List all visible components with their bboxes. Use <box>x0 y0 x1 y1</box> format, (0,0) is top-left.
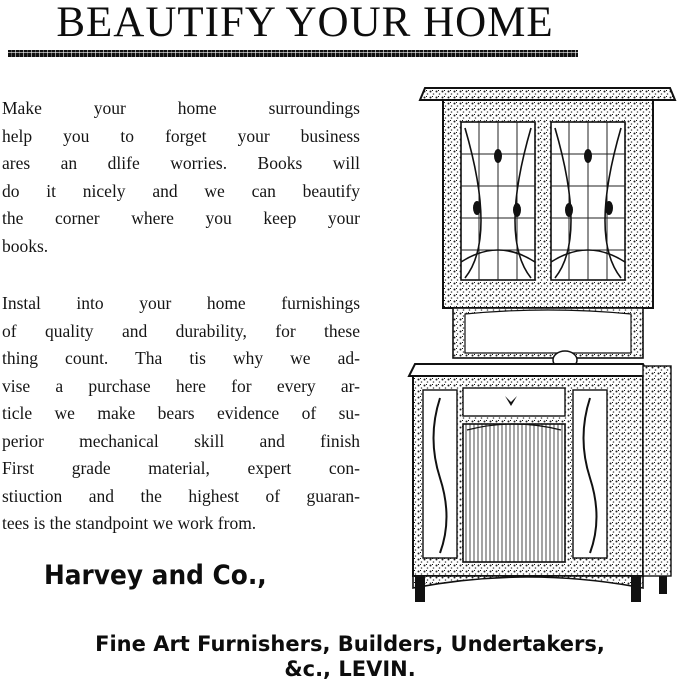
paragraph-line: First grade material, expert con- <box>2 458 360 478</box>
trade-description <box>0 632 700 682</box>
trade-line: &c., LEVIN. <box>284 657 416 681</box>
paragraph-line: stiuction and the highest of guaran- <box>2 485 360 506</box>
paragraph-line: thing count. Tha tis why we ad- <box>2 348 360 368</box>
paragraph-line: Make your home surroundings <box>2 98 360 118</box>
trade-line: Fine Art Furnishers, Builders, Undertakers, <box>95 632 605 656</box>
paragraph-line: books. <box>2 235 49 256</box>
paragraph-line: perior mechanical skill and finish <box>2 430 360 451</box>
paragraph-line: do it nicely and we can beautify <box>2 180 360 201</box>
paragraph-line: ares an dlife worries. Books will <box>2 153 360 173</box>
paragraph-2 <box>2 290 360 538</box>
paragraph-line: the corner where you keep your <box>2 208 360 228</box>
headline: BEAUTIFY YOUR HOME <box>56 0 554 46</box>
paragraph-line: ticle we make bears evidence of su- <box>2 403 360 423</box>
paragraph-line: vise a purchase here for every ar- <box>2 375 360 396</box>
firm-name: Harvey and Co., <box>44 560 267 591</box>
decorative-rule <box>8 50 578 57</box>
paragraph-line: of quality and durability, for these <box>2 320 360 341</box>
bookcase-illustration <box>405 78 677 606</box>
paragraph-1 <box>2 95 360 260</box>
paragraph-line: tees is the standpoint we work from. <box>2 513 257 533</box>
paragraph-line: Instal into your home furnishings <box>2 293 360 313</box>
paragraph-line: help you to forget your business <box>2 125 360 146</box>
